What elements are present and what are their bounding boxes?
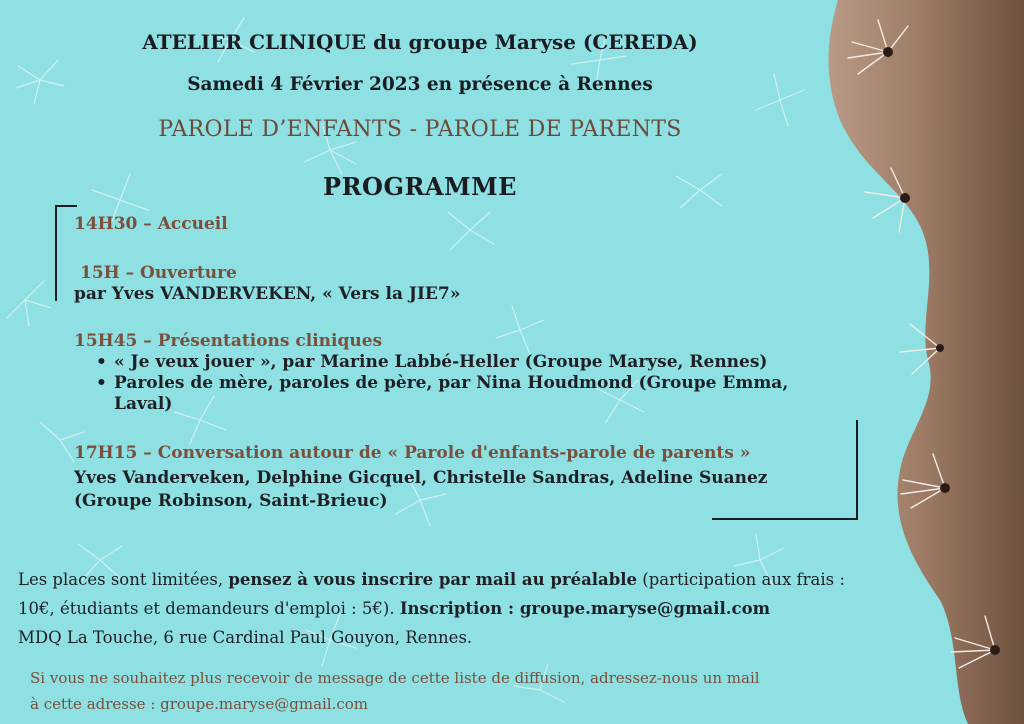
event-heading: ATELIER CLINIQUE du groupe Maryse (CEREDA) [142, 30, 698, 54]
bullet-text-2-cont: Laval) [114, 394, 173, 414]
program-ouverture-detail: par Yves VANDERVEKEN, « Vers la JIE7» [74, 284, 461, 304]
footer-line-1 [18, 565, 845, 594]
bullet-icon: • [96, 373, 107, 393]
event-date: Samedi 4 Février 2023 en présence à Rennes [187, 74, 653, 95]
unsubscribe-line-2: à cette adresse : groupe.maryse@gmail.com [30, 695, 369, 713]
programme-heading: PROGRAMME [323, 172, 517, 201]
presentations-list [90, 352, 850, 415]
frame-corner-top-left [55, 205, 57, 301]
footer-line-2 [18, 594, 770, 623]
program-accueil: 14H30 – Accueil [74, 214, 228, 234]
program-ouverture: 15H – Ouverture [80, 263, 237, 283]
frame-corner-top-left-h [55, 205, 77, 207]
program-conversation-detail-2: (Groupe Robinson, Saint-Brieuc) [74, 491, 388, 511]
program-conversation: 17H15 – Conversation autour de « Parole d'enfants-parole de parents » [74, 443, 751, 463]
program-presentations: 15H45 – Présentations cliniques [74, 331, 383, 351]
footer-text: 10€, étudiants et demandeurs d'emploi : 5€). [18, 599, 400, 618]
footer-emphasis: pensez à vous inscrire par mail au préalable [228, 570, 638, 589]
list-item [90, 373, 850, 394]
bullet-text-1: « Je veux jouer », par Marine Labbé-Heller (Groupe Maryse, Rennes) [114, 352, 768, 372]
bullet-text-2: Paroles de mère, paroles de père, par Nina Houdmond (Groupe Emma, [114, 373, 789, 393]
bullet-icon: • [96, 352, 107, 372]
footer-address: MDQ La Touche, 6 rue Cardinal Paul Gouyon, Rennes. [18, 628, 473, 647]
footer-text: (participation aux frais : [637, 570, 845, 589]
list-item [90, 352, 850, 373]
event-title: PAROLE D’ENFANTS - PAROLE DE PARENTS [158, 117, 682, 142]
program-conversation-detail-1: Yves Vanderveken, Delphine Gicquel, Christelle Sandras, Adeline Suanez [74, 468, 768, 488]
frame-corner-bottom-right-h [712, 518, 858, 520]
list-item-continuation [90, 394, 850, 415]
footer-text: Les places sont limitées, [18, 570, 229, 589]
registration-email: Inscription : groupe.maryse@gmail.com [399, 599, 771, 618]
frame-corner-bottom-right [856, 420, 858, 520]
unsubscribe-line-1: Si vous ne souhaitez plus recevoir de message de cette liste de diffusion, adressez-nous un mail [30, 669, 760, 687]
